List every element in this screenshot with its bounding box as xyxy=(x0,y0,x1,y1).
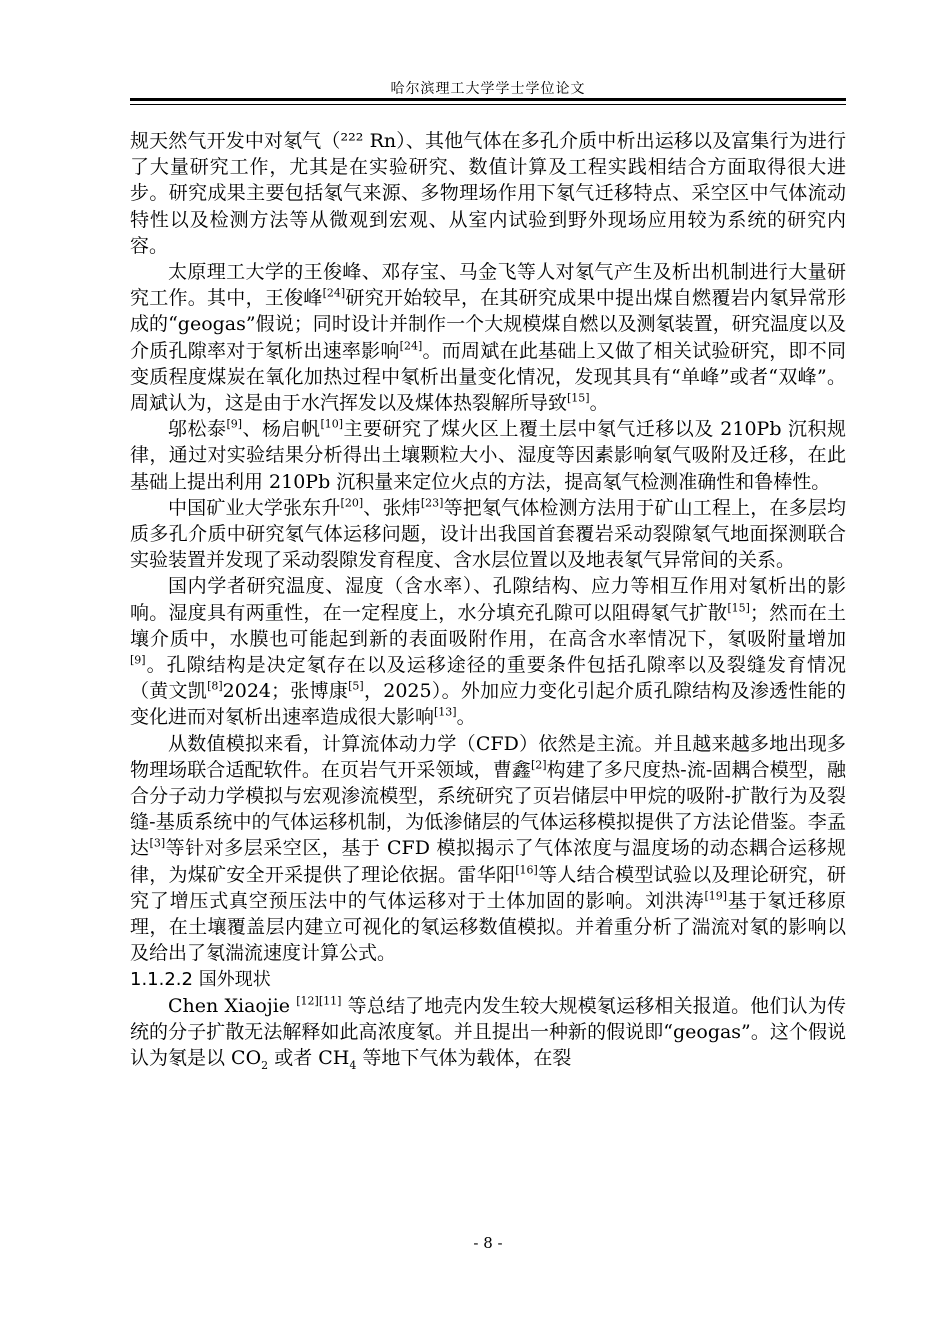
section-heading: 1.1.2.2 国外现状 xyxy=(130,968,271,990)
running-header: 哈尔滨理工大学学士学位论文 xyxy=(390,81,586,97)
paragraph-domestic: 国内学者研究温度、湿度（含水率）、孔隙结构、应力等相互作用对氡析出的影响。湿度具有两重性，在一定程度上，水分填充孔隙可以阻碍氡气扩散[15]；然而在土壤介质中，水膜也可能起到新的表面吸附作用，在高含水率情况下，氡吸附量增加[9]。孔隙结构是决定氡存在以及运移途径的重要条件包括孔隙率以及裂缝发育情况（黄文凯[8]2024；张博康[5]，2025）。外加应力变化引起介质孔隙结构及渗透性能的变化进而对氡析出速率造成很大影响[13]。 xyxy=(130,575,846,729)
citation: [20] xyxy=(340,496,364,510)
citation: [15] xyxy=(567,391,590,405)
citation: [16] xyxy=(515,863,538,877)
paragraph-wu-yang: 邬松泰[9]、杨启帆[10]主要研究了煤火区上覆土层中氡气迁移以及 210Pb 沉积规律，通过对实验结果分析得出土壤颗粒大小、湿度等因素影响氡气吸附及迁移，在此基础上提出利用 210Pb 沉积量来定位火点的方法，提高氡气检测准确性和鲁棒性。 xyxy=(130,417,846,493)
header-rule-thin xyxy=(130,104,846,105)
citation: [24] xyxy=(399,339,423,353)
citation: [2] xyxy=(530,758,547,772)
citation: [3] xyxy=(149,837,166,851)
citation: [9] xyxy=(226,417,243,431)
citation: [13] xyxy=(434,706,457,720)
paragraph-foreign: Chen Xiaojie [12][11] 等总结了地壳内发生较大规模氡运移相关报道。他们认为传统的分子扩散无法解释如此高浓度氡。并且提出一种新的假说即“geogas”。这个假说认为氡是以 $CO_2$ 或者 $CH_4$ 等地下气体为载体，在裂 xyxy=(130,994,846,1072)
subscript: 2 xyxy=(261,1058,269,1072)
citation: [24] xyxy=(322,286,346,300)
citation: [19] xyxy=(704,889,728,903)
citation: [5] xyxy=(348,679,364,693)
header-rule-thick xyxy=(130,98,846,101)
citation: [9] xyxy=(130,653,146,667)
citation: [10] xyxy=(320,417,344,431)
citation: [15] xyxy=(727,601,750,615)
paragraph-cumt: 中国矿业大学张东升[20]、张炜[23]等把氡气体检测方法用于矿山工程上，在多层均质多孔介质中研究氡气体运移问题，设计出我国首套覆岩采动裂隙氡气地面探测联合实验装置并发现了采动裂隙发育程度、含水层位置以及地表氡气异常间的关系。 xyxy=(130,496,846,572)
paragraph-numerical: 从数值模拟来看，计算流体动力学（CFD）依然是主流。并且越来越多地出现多物理场联合适配软件。在页岩气开采领域，曹鑫[2]构建了多尺度热-流-固耦合模型，融合分子动力学模拟与宏观渗流模型，系统研究了页岩储层中甲烷的吸附-扩散行为及裂缝-基质系统中的气体运移机制，为低渗储层的气体运移模拟提供了方法论借鉴。李孟达[3]等针对多层采空区，基于 CFD 模拟揭示了气体浓度与温度场的动态耦合运移规律，为煤矿安全开采提供了理论依据。雷华阳[16]等人结合模型试验以及理论研究，研究了增压式真空预压法中的气体运移对于土体加固的影响。刘洪涛[19]基于氡迁移原理，在土壤覆盖层内建立可视化的氡运移数值模拟。并着重分析了湍流对氡的影响以及给出了氡湍流速度计算公式。 xyxy=(130,732,846,965)
citation: [12][11] xyxy=(296,994,342,1008)
paragraph-continuation: 规天然气开发中对氡气（²²² Rn）、其他气体在多孔介质中析出运移以及富集行为进行了大量研究工作，尤其是在实验研究、数值计算及工程实践相结合方面取得很大进步。研究成果主要包括氡气来源、多物理场作用下氡气迁移特点、采空区中气体流动特性以及检测方法等从微观到宏观、从室内试验到野外现场应用较为系统的研究内容。 xyxy=(130,130,846,257)
paragraph-taiyuan: 太原理工大学的王俊峰、邓存宝、马金飞等人对氡气产生及析出机制进行大量研究工作。其中，王俊峰[24]研究开始较早，在其研究成果中提出煤自燃覆岩内氡异常形成的“geogas”假说；同时设计并制作一个大规模煤自燃以及测氡装置，研究温度以及介质孔隙率对于氡析出速率影响[24]。而周斌在此基础上又做了相关试验研究，即不同变质程度煤炭在氧化加热过程中氡析出量变化情况，发现其具有“单峰”或者“双峰”。周斌认为，这是由于水汽挥发以及煤体热裂解所导致[15]。 xyxy=(130,261,846,415)
citation: [23] xyxy=(420,496,444,510)
page-body xyxy=(130,128,846,1071)
page-number: - 8 - xyxy=(473,1234,503,1252)
citation: [8] xyxy=(207,679,223,693)
subscript: 4 xyxy=(349,1058,357,1072)
